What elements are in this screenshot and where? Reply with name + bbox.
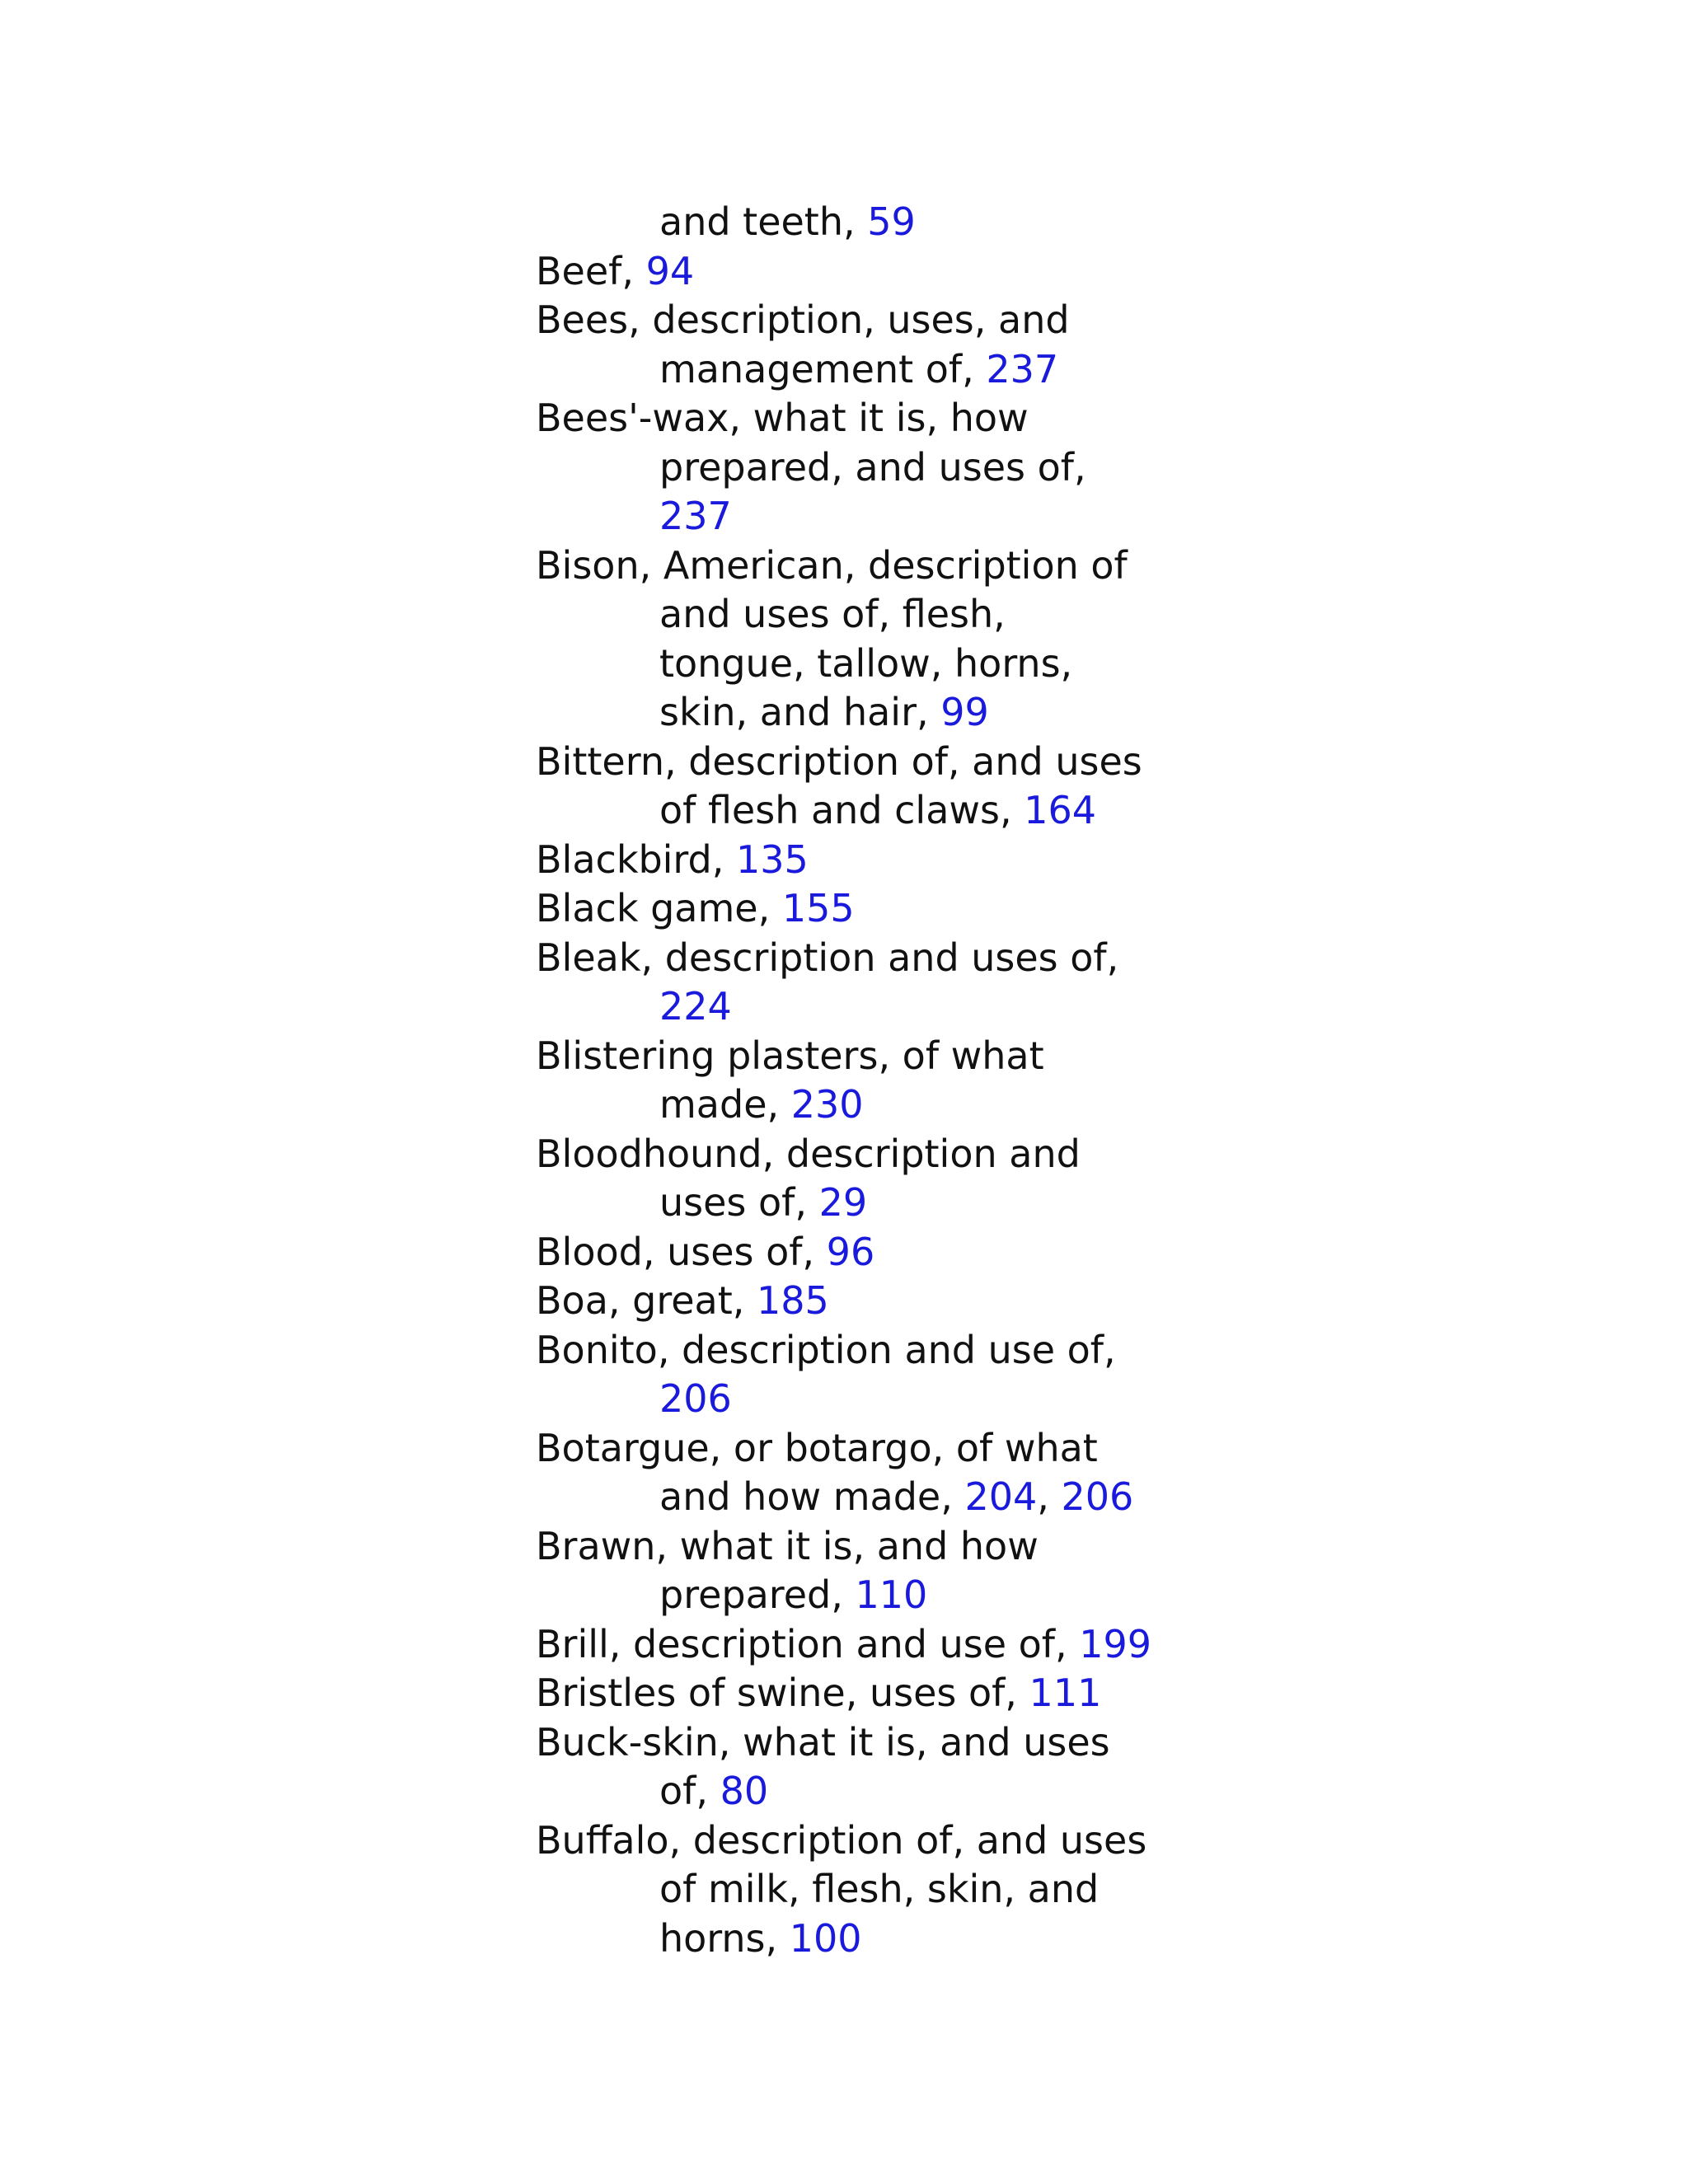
entry-text: Blistering plasters, of what made, <box>536 1033 1044 1127</box>
index-list <box>536 198 1162 1963</box>
index-entry <box>536 1326 1162 1424</box>
index-entry <box>536 1816 1162 1964</box>
index-entry <box>536 541 1162 738</box>
index-entry <box>536 1424 1162 1522</box>
page-link[interactable]: 206 <box>659 1376 732 1421</box>
index-entry <box>536 296 1162 394</box>
index-entry <box>536 1718 1162 1816</box>
page-link[interactable]: 230 <box>790 1082 864 1127</box>
entry-text: Botargue, or botargo, of what and how made, <box>536 1425 1098 1519</box>
index-entry <box>536 1277 1162 1326</box>
page-link[interactable]: 100 <box>789 1915 862 1961</box>
page-link[interactable]: 199 <box>1079 1621 1152 1666</box>
page-link[interactable]: 96 <box>826 1229 875 1274</box>
entry-text: Black game, <box>536 886 782 930</box>
entry-text: Bristles of swine, uses of, <box>536 1671 1029 1715</box>
entry-text: and teeth, <box>659 199 868 244</box>
entry-text: Bonito, description and use of, <box>536 1327 1116 1372</box>
entry-text: Bloodhound, description and uses of, <box>536 1131 1081 1225</box>
entry-text: Boa, great, <box>536 1278 757 1323</box>
entry-text: Buck-skin, what it is, and uses of, <box>536 1719 1110 1813</box>
index-entry <box>536 884 1162 934</box>
index-entry <box>536 1620 1162 1670</box>
page-link[interactable]: 206 <box>1061 1474 1134 1519</box>
entry-text: Blackbird, <box>536 837 736 882</box>
page-link[interactable]: 111 <box>1029 1671 1102 1715</box>
entry-text: Buffalo, description of, and uses of milk, flesh, skin, and horns, <box>536 1817 1147 1961</box>
entry-text: Bittern, description of, and uses of flesh and claws, <box>536 738 1142 832</box>
page-link[interactable]: 224 <box>659 984 732 1029</box>
index-entry <box>536 1130 1162 1228</box>
page-link[interactable]: 29 <box>818 1180 868 1225</box>
index-entry <box>536 1032 1162 1130</box>
entry-text: Bleak, description and uses of, <box>536 935 1119 980</box>
page-link[interactable]: 185 <box>757 1278 829 1323</box>
page-link[interactable]: 110 <box>855 1572 928 1617</box>
index-entry <box>536 738 1162 836</box>
page-link[interactable]: 80 <box>720 1769 769 1813</box>
page-link[interactable]: 237 <box>986 346 1059 391</box>
entry-text: Brawn, what it is, and how prepared, <box>536 1523 1039 1617</box>
index-entry <box>536 934 1162 1032</box>
index-entry <box>536 836 1162 885</box>
page-link[interactable]: 135 <box>735 837 809 882</box>
page-link[interactable]: 237 <box>659 494 732 538</box>
index-entry <box>536 1228 1162 1277</box>
index-entry <box>536 198 1162 247</box>
page-link[interactable]: 59 <box>867 199 916 244</box>
page-link[interactable]: 94 <box>645 248 695 293</box>
page-link[interactable]: 99 <box>940 690 989 734</box>
page-separator: , <box>1037 1474 1062 1519</box>
page-link[interactable]: 164 <box>1024 788 1097 832</box>
page-link[interactable]: 155 <box>781 886 855 930</box>
index-entry <box>536 1669 1162 1718</box>
entry-text: Bees'-wax, what it is, how prepared, and uses of, <box>536 396 1086 490</box>
entry-text: Brill, description and use of, <box>536 1621 1080 1666</box>
entry-text: Bees, description, uses, and management of, <box>536 298 1070 391</box>
page-link[interactable]: 204 <box>964 1474 1038 1519</box>
index-entry <box>536 394 1162 541</box>
index-entry <box>536 1522 1162 1620</box>
entry-text: Bison, American, description of and uses of, flesh, tongue, tallow, horns, skin, and hair, <box>536 542 1128 734</box>
index-entry <box>536 247 1162 297</box>
entry-text: Blood, uses of, <box>536 1229 827 1274</box>
entry-text: Beef, <box>536 248 646 293</box>
